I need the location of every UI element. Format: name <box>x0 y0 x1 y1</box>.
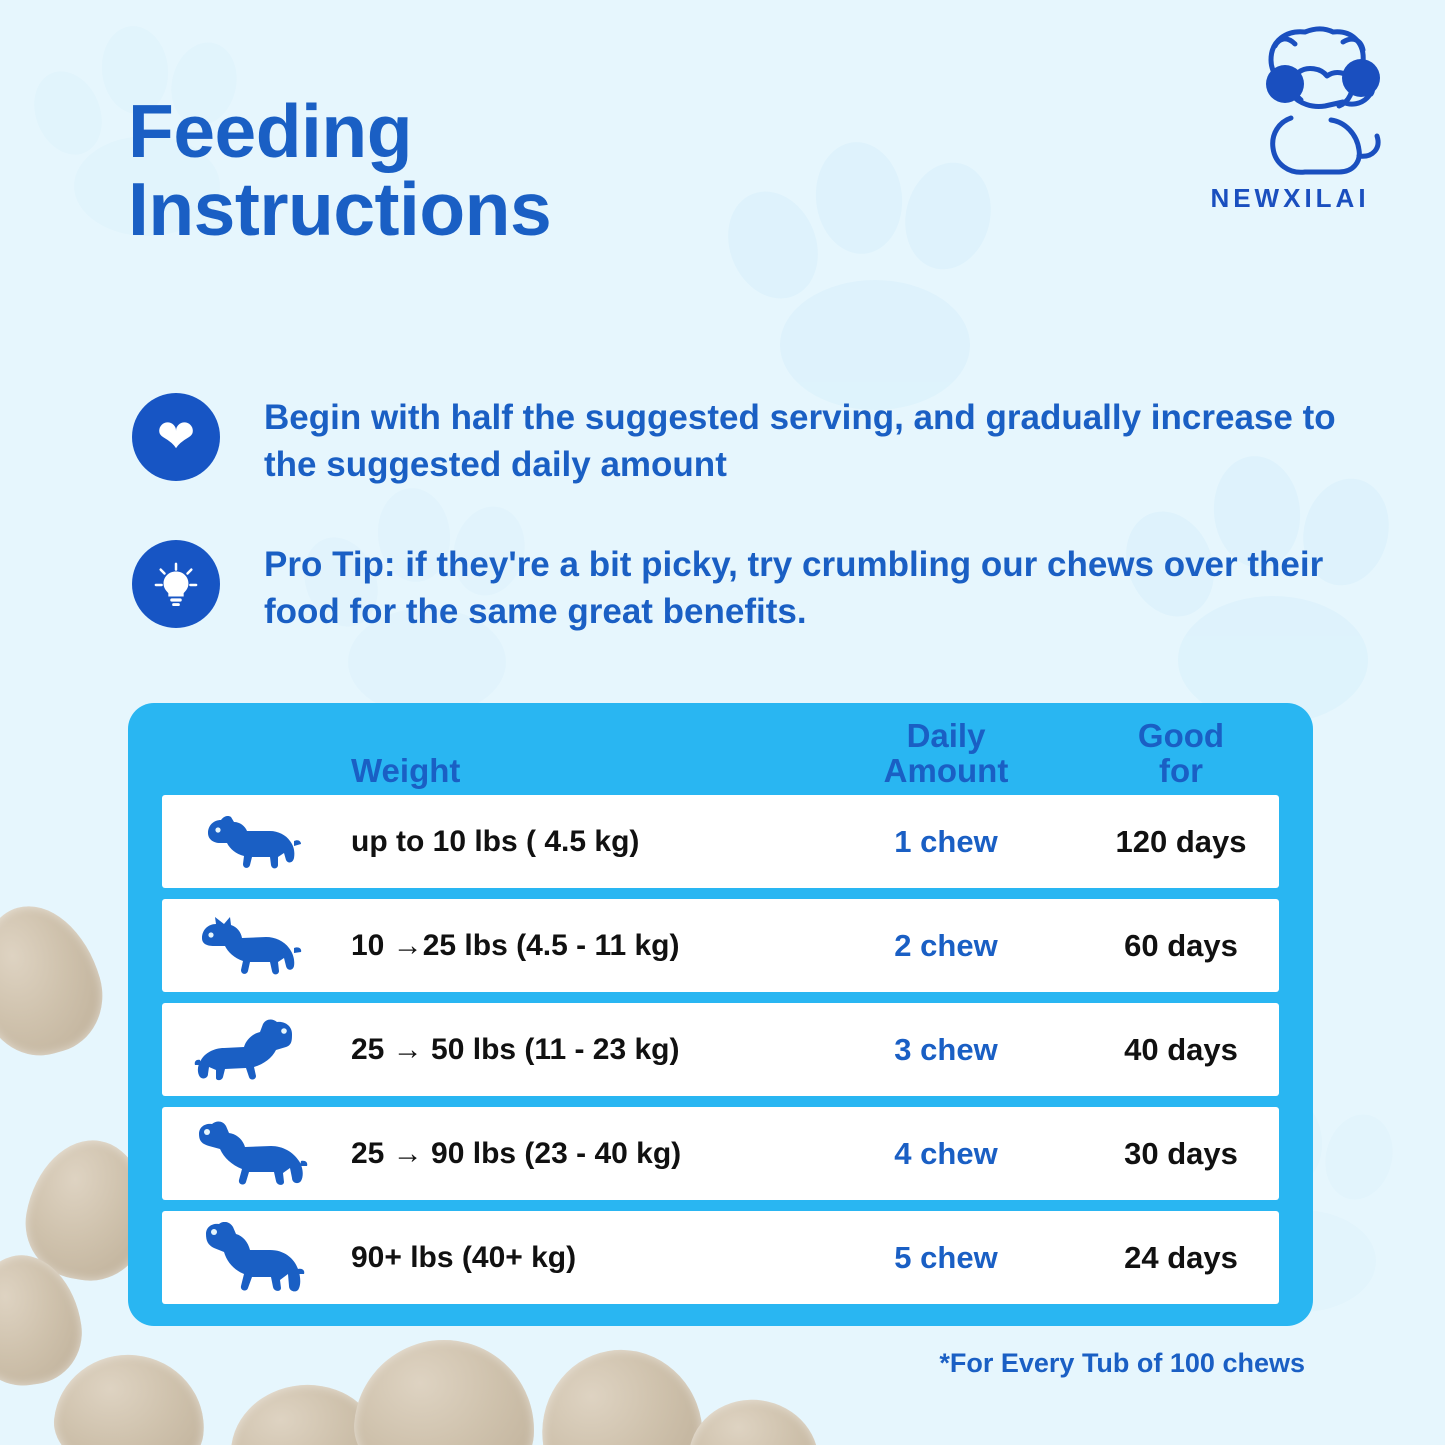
table-row <box>162 795 1279 888</box>
page-title <box>128 89 848 251</box>
tip-row-heart <box>132 393 1354 488</box>
logo-dot-right <box>1342 59 1380 97</box>
table-header-good-line2: for <box>1159 752 1203 790</box>
table-cell-weight: 90+ lbs (40+ kg) <box>351 1240 577 1274</box>
chihuahua-dog-silhouette <box>196 915 304 977</box>
table-cell-weight: up to 10 lbs ( 4.5 kg) <box>351 824 640 858</box>
table-header-daily-line1: Daily <box>906 717 986 755</box>
table-cell-good-for: 30 days <box>1124 1135 1238 1171</box>
feeding-table <box>128 703 1313 1326</box>
table-cell-daily: 2 chew <box>894 927 998 963</box>
small-dog-icon <box>162 813 337 871</box>
page-title-line2: Instructions <box>128 167 552 251</box>
retriever-dog-silhouette <box>191 1120 309 1188</box>
table-cell-daily: 3 chew <box>894 1031 998 1067</box>
table-row <box>162 1211 1279 1304</box>
table-cell-weight: 10 →25 lbs (4.5 - 11 kg) <box>351 928 680 962</box>
table-cell-weight: 25 → 50 lbs (11 - 23 kg) <box>351 1032 680 1066</box>
table-row <box>162 899 1279 992</box>
tip-text-protip: Pro Tip: if they're a bit picky, try crumbling our chews over their food for the same great benefits. <box>264 545 1324 631</box>
small-dog-silhouette <box>198 813 302 871</box>
table-header-daily-amount <box>821 719 1071 795</box>
table-cell-daily: 1 chew <box>894 823 998 859</box>
table-cell-daily: 4 chew <box>894 1135 998 1171</box>
table-header-good-for <box>1071 719 1291 795</box>
retriever-dog-icon <box>162 1120 337 1188</box>
large-dog-silhouette <box>194 1222 306 1294</box>
table-row <box>162 1107 1279 1200</box>
medium-dog-icon <box>162 1018 337 1082</box>
tip-text-heart: Begin with half the suggested serving, and gradually increase to the suggested daily amount <box>264 398 1336 484</box>
table-cell-weight: 25 → 90 lbs (23 - 40 kg) <box>351 1136 682 1170</box>
table-cell-good-for: 60 days <box>1124 927 1238 963</box>
medium-dog-silhouette <box>194 1018 306 1082</box>
table-header-good-line1: Good <box>1137 717 1225 755</box>
dog-and-cat-logo-icon <box>1175 22 1405 187</box>
table-header-weight: Weight <box>351 752 461 790</box>
footnote: *For Every Tub of 100 chews <box>939 1348 1305 1378</box>
chihuahua-dog-icon <box>162 915 337 977</box>
table-cell-good-for: 40 days <box>1124 1031 1238 1067</box>
logo-dot-left <box>1266 65 1304 103</box>
table-cell-good-for: 120 days <box>1115 823 1247 859</box>
heart-icon <box>132 393 220 481</box>
large-dog-icon <box>162 1222 337 1294</box>
tip-row-protip <box>132 540 1354 635</box>
brand-logo <box>1175 22 1405 222</box>
table-header-daily-line2: Amount <box>883 752 1009 790</box>
brand-name: NEWXILAI <box>1210 183 1370 213</box>
table-row <box>162 1003 1279 1096</box>
page-title-line1: Feeding <box>128 89 413 173</box>
table-cell-good-for: 24 days <box>1124 1239 1238 1275</box>
table-cell-daily: 5 chew <box>894 1239 998 1275</box>
lightbulb-icon <box>132 540 220 628</box>
heart-glyph: ❤ <box>156 410 196 463</box>
table-header-icon <box>162 789 337 795</box>
table-header-row <box>128 703 1313 795</box>
lightbulb-glyph <box>153 561 199 607</box>
